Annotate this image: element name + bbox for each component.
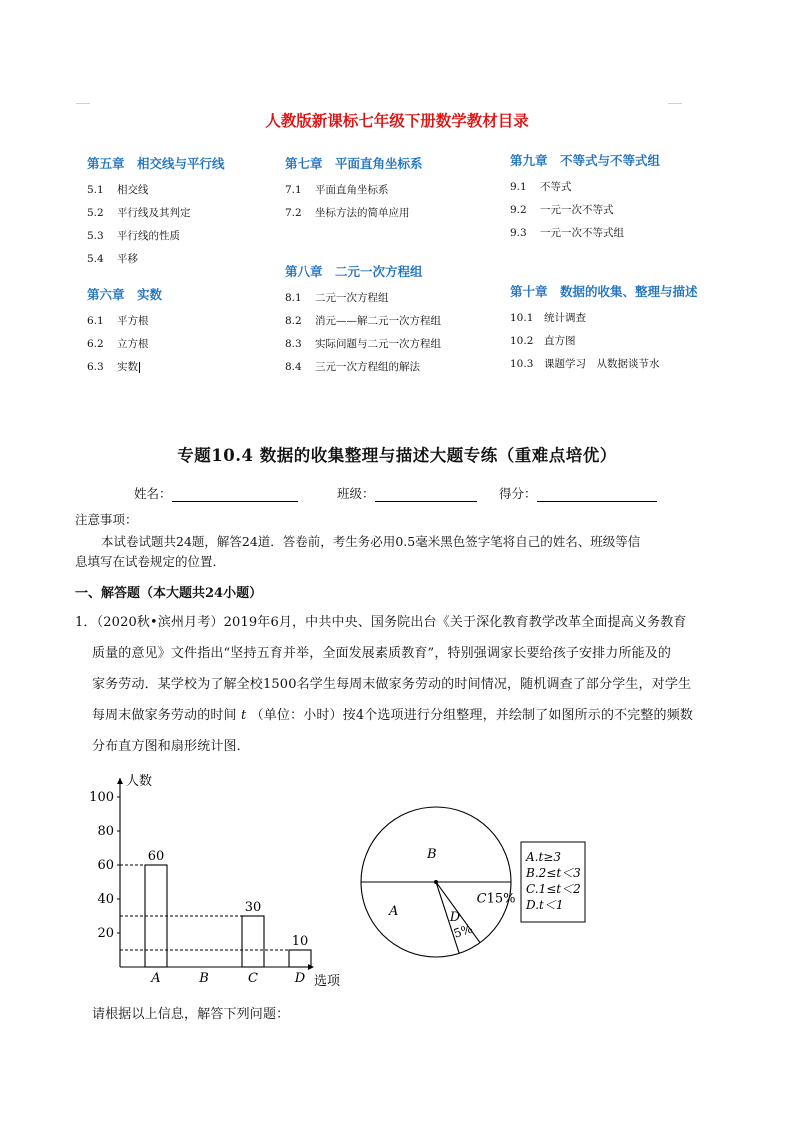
histogram-bar — [242, 916, 264, 967]
page-corner-mark-left — [76, 103, 90, 104]
legend-item-a: A.t≥3 — [526, 850, 561, 864]
chapter-items — [87, 182, 225, 274]
y-tick-label: 80 — [97, 824, 114, 839]
legend-item-b: B.2≤t＜3 — [526, 866, 581, 880]
y-tick-label: 40 — [97, 892, 114, 907]
chapter-title: 第九章 不等式与不等式组 — [510, 153, 661, 168]
toc-item: 5.1 相交线 — [87, 184, 149, 196]
pie-label-a: A — [389, 904, 399, 919]
y-axis-title: 人数 — [126, 774, 153, 789]
toc-item: 9.1 不等式 — [510, 181, 572, 193]
toc-column-2 — [285, 154, 441, 382]
toc-item: 5.4 平移 — [87, 253, 138, 265]
toc-column-1 — [87, 154, 225, 382]
toc-item: 6.3 实数 — [87, 361, 138, 373]
notice-line-2: 息填写在试卷规定的位置． — [75, 554, 226, 569]
y-tick-label: 100 — [89, 790, 114, 805]
pie-center — [434, 880, 438, 884]
y-tick-label: 20 — [97, 926, 114, 941]
toc-item: 8.3 实际问题与二元一次方程组 — [285, 338, 441, 350]
question-line-4: 每周末做家务劳动的时间 t （单位：小时）按4个选项进行分组整理，并绘制了如图所示的不完整的频数 — [92, 708, 693, 723]
toc-column-3 — [510, 151, 698, 379]
toc-item: 10.1 统计调查 — [510, 312, 586, 324]
score-field-group — [499, 484, 657, 502]
section-title: 一、解答题（本大题共24小题） — [75, 586, 263, 601]
text-cursor — [139, 362, 140, 373]
exam-title: 专题10.4 数据的收集整理与描述大题专练（重难点培优） — [177, 446, 617, 465]
page-corner-mark-right — [668, 103, 682, 104]
toc-item: 6.2 立方根 — [87, 338, 149, 350]
chapter-items — [510, 179, 698, 248]
chapter-items — [510, 310, 698, 379]
chapter-title: 第十章 数据的收集、整理与描述 — [510, 284, 698, 299]
bar-data-label: 30 — [244, 900, 262, 915]
histogram-bar — [289, 950, 311, 967]
class-field[interactable] — [375, 487, 477, 502]
chapter-items — [285, 182, 441, 228]
chapter-items — [87, 313, 225, 382]
pie-label-d: D — [449, 909, 461, 925]
toc-item: 6.1 平方根 — [87, 315, 149, 327]
x-category-label: D — [294, 971, 306, 986]
name-field[interactable] — [172, 487, 298, 502]
pie-plot — [361, 807, 516, 957]
class-field-group — [337, 484, 477, 502]
chapter-items — [285, 290, 441, 382]
toc-item: 8.4 三元一次方程组的解法 — [285, 361, 420, 373]
bar-data-label: 60 — [147, 849, 165, 864]
y-tick-label: 60 — [97, 858, 114, 873]
toc-title: 人教版新课标七年级下册数学教材目录 — [265, 112, 529, 130]
chapter-title: 第八章 二元一次方程组 — [285, 264, 423, 279]
pie-percent-c: 15% — [486, 891, 516, 907]
toc-item: 5.2 平行线及其判定 — [87, 207, 191, 219]
notice-title: 注意事项： — [75, 512, 138, 527]
chapter-title: 第六章 实数 — [87, 287, 163, 302]
score-label: 得分： — [499, 486, 537, 501]
name-label: 姓名： — [134, 486, 172, 501]
question-line-5: 分布直方图和扇形统计图． — [92, 739, 250, 754]
toc-item: 9.2 一元一次不等式 — [510, 204, 614, 216]
toc-item: 10.2 直方图 — [510, 335, 576, 347]
name-field-group — [134, 484, 298, 502]
toc-item: 10.3 课题学习 从数据谈节水 — [510, 358, 660, 370]
x-axis-title: 选项 — [314, 974, 341, 989]
toc-item: 8.2 消元——解二元一次方程组 — [285, 315, 441, 327]
x-category-label: C — [248, 971, 258, 986]
pie-label-b: B — [427, 847, 437, 862]
variable-t: t — [240, 708, 247, 723]
y-axis-arrow — [117, 778, 123, 784]
notice-line-1: 本试卷试题共24题，解答24道．答卷前，考生务必用0.5毫米黑色签字笔将自己的姓名、班级等信 — [101, 534, 641, 549]
pie-chart — [355, 800, 595, 980]
question-line-3: 家务劳动．某学校为了解全校1500名学生每周末做家务劳动的时间情况，随机调查了部分学生，对学生 — [92, 677, 692, 692]
toc-item: 7.2 坐标方法的简单应用 — [285, 207, 410, 219]
bar-data-label: 10 — [291, 934, 309, 949]
x-category-label: B — [199, 971, 209, 986]
question-line-1: 1．（2020秋•滨州月考）2019年6月，中共中央、国务院出台《关于深化教育教学改革全面提高义务教育 — [75, 615, 687, 630]
class-label: 班级： — [337, 486, 375, 501]
toc-item: 9.3 一元一次不等式组 — [510, 227, 624, 239]
x-category-label: A — [151, 971, 161, 986]
histogram-plot — [89, 778, 314, 986]
pie-percent-d: 5% — [451, 921, 475, 941]
chapter-title: 第七章 平面直角坐标系 — [285, 156, 423, 171]
toc-item: 7.1 平面直角坐标系 — [285, 184, 389, 196]
toc-item: 8.1 二元一次方程组 — [285, 292, 389, 304]
legend-item-d: D.t＜1 — [526, 898, 564, 912]
score-field[interactable] — [537, 487, 657, 502]
legend-item-c: C.1≤t＜2 — [526, 882, 581, 896]
pie-legend — [521, 842, 585, 922]
histogram-chart — [80, 768, 360, 990]
question-footer: 请根据以上信息，解答下列问题： — [92, 1007, 290, 1022]
toc-item: 5.3 平行线的性质 — [87, 230, 180, 242]
chapter-title: 第五章 相交线与平行线 — [87, 156, 225, 171]
pie-label-c: C — [476, 891, 487, 907]
question-line-2: 质量的意见》文件指出“坚持五育并举，全面发展素质教育”，特别强调家长要给孩子安排力所能及的 — [92, 646, 672, 661]
